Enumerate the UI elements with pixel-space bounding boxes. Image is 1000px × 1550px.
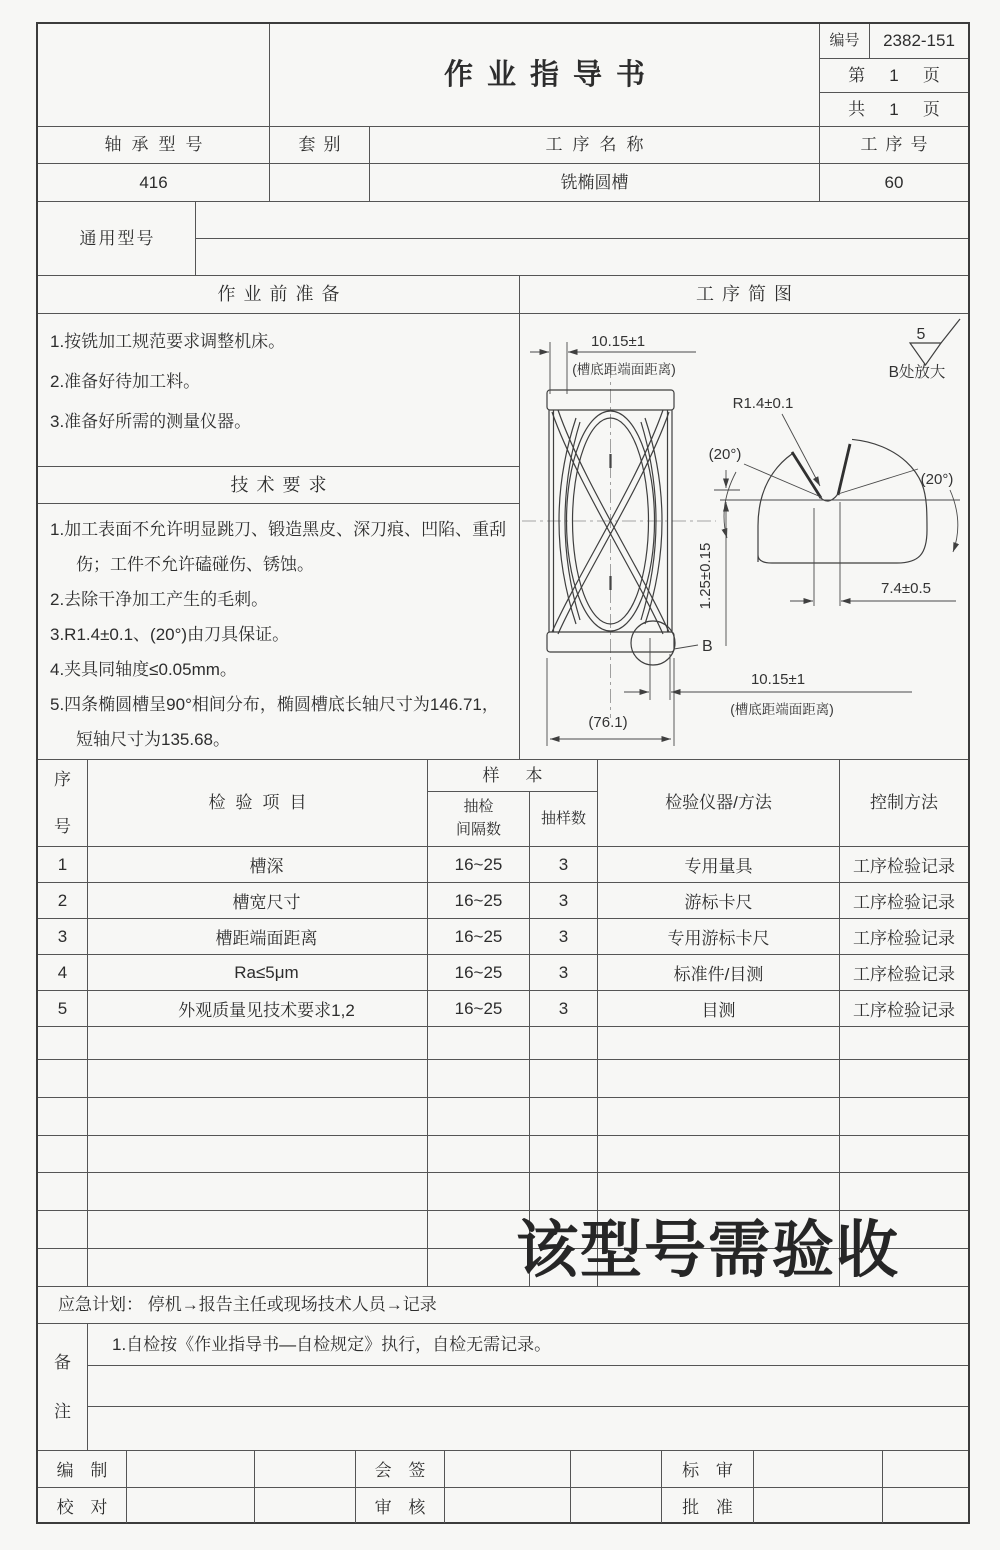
col-header-no-bottom: 号 [54,816,71,836]
set-type-label: 套别 [270,127,370,164]
page-word: 第 [848,65,866,85]
row-interval: 16~25 [428,955,530,990]
row-item: 外观质量见技术要求1,2 [88,991,428,1026]
surface-finish-value: 5 [916,325,926,343]
empty-table-row [38,1098,968,1136]
col-header-interval-line1: 抽检 [463,798,494,816]
col-header-no [38,760,88,847]
technical-item: 2.去除干净加工产生的毛刺。 [50,590,269,610]
preparation-item: 3.准备好所需的测量仪器。 [50,411,252,431]
acceptance-stamp: 该型号需验收 [516,1216,901,1285]
row-no: 4 [38,955,88,990]
technical-list [38,504,520,760]
row-method: 目测 [598,991,840,1026]
total-word: 共 [848,99,866,119]
row-item: 槽宽尺寸 [88,883,428,918]
row-count: 3 [530,991,598,1026]
col-header-item: 检验项目 [88,760,428,847]
set-type-value [270,164,370,202]
empty-table-row [38,1022,968,1060]
row-control: 工序检验记录 [853,857,955,876]
general-model-value-bottom [196,239,968,276]
detail-circle-b [631,621,675,665]
row-interval: 16~25 [428,919,530,954]
technical-item: 4.夹具同轴度≤0.05mm。 [50,660,237,680]
dim-angle-right: (20°) [920,470,954,488]
dim-groove-width: 7.4±0.5 [881,579,931,597]
dim-top-note: (槽底距端面距离) [572,361,676,377]
row-count: 3 [530,847,598,882]
technical-item: 5.四条椭圆槽呈90°相间分布，椭圆槽底长轴尺寸为146.71，短轴尺寸为135.68。 [50,695,499,750]
row-method: 游标卡尺 [598,883,840,918]
emergency-plan: 应急计划： 停机→报告主任或现场技术人员→记录 [38,1287,968,1324]
dim-top-value: 10.15±1 [590,332,646,350]
dim-bottom-value: 10.15±1 [750,670,806,688]
total-num: 1 [889,99,899,119]
bearing-model-value: 416 [38,164,270,202]
col-header-control: 控制方法 [840,760,968,847]
row-control: 工序检验记录 [853,893,955,912]
centerlines [522,364,716,718]
review-label: 审 核 [356,1488,445,1524]
row-no: 5 [38,991,88,1026]
bearing-model-label: 轴承型号 [38,127,270,164]
general-model-value-top [196,202,968,239]
table-row [38,919,968,955]
remarks-label [38,1324,88,1451]
review-value [445,1488,571,1524]
detail-view-b [697,363,960,646]
col-header-method: 检验仪器/方法 [598,760,840,847]
row-no: 2 [38,883,88,918]
technical-title: 技术要求 [38,466,520,504]
row-count: 3 [530,919,598,954]
preparation-item: 2.准备好待加工料。 [50,371,201,391]
proofread-label: 校 对 [38,1488,127,1524]
dim-groove-depth: 1.25±0.15 [697,542,714,609]
process-no-value: 60 [820,164,968,202]
row-no: 3 [38,919,88,954]
prepared-value [127,1451,255,1487]
doc-no-label: 编号 [820,24,870,59]
detail-view-title: B处放大 [888,363,946,381]
row-interval: 16~25 [428,991,530,1026]
document-title-cell [270,24,820,127]
row-no: 1 [38,847,88,882]
dim-top-groove-distance [530,333,696,394]
ring-section-view [547,390,713,665]
process-name-label: 工序名称 [370,127,820,164]
page-num: 1 [889,65,899,85]
row-control: 工序检验记录 [853,1001,955,1020]
empty-table-row [38,1060,968,1098]
signoff-row-2 [38,1488,968,1524]
process-no-label: 工序号 [820,127,968,164]
total-pages-cell [820,93,968,127]
dim-bottom-groove-distance [624,638,912,717]
preparation-item: 1.按铣加工规范要求调整机床。 [50,332,286,351]
dim-width-value: (76.1) [588,713,628,731]
process-name-value: 铣椭圆槽 [370,164,820,202]
empty-table-row [38,1136,968,1174]
detail-label-b: B [702,637,713,655]
preparation-list [38,314,520,466]
process-diagram-svg [520,314,968,760]
total-unit: 页 [922,99,940,119]
col-header-interval [428,792,530,847]
remarks-line2 [88,1366,968,1407]
standard-review-value [754,1451,883,1487]
row-interval: 16~25 [428,883,530,918]
header-empty-cell [38,24,270,127]
countersign-label: 会 签 [356,1451,445,1487]
page-number-cell [820,59,968,93]
row-method: 专用游标卡尺 [598,919,840,954]
dim-bottom-note: (槽底距端面距离) [730,701,834,717]
table-row [38,955,968,991]
standard-review-label: 标 审 [662,1451,754,1487]
row-item: Ra≤5μm [88,955,428,990]
table-row [38,883,968,919]
approve-label: 批 准 [662,1488,754,1524]
row-item: 槽深 [88,847,428,882]
diagram-title: 工序简图 [520,276,968,314]
dim-radius: R1.4±0.1 [732,394,794,412]
technical-item: 1.加工表面不允许明显跳刀、锻造黑皮、深刀痕、凹陷、重刮伤；工件不允许磕碰伤、锈蚀。 [50,520,507,575]
document-frame [36,22,970,1524]
doc-no-value: 2382-151 [870,24,968,59]
dim-angle-left: (20°) [708,445,742,463]
col-header-count: 抽样数 [530,792,598,847]
inspection-rows [38,847,968,1027]
document-title: 作业指导书 [443,58,659,91]
signoff-block [38,1451,968,1522]
preparation-title: 作业前准备 [38,276,520,314]
row-control: 工序检验记录 [853,929,955,948]
prepared-label: 编 制 [38,1451,127,1487]
col-header-interval-line2: 间隔数 [455,821,501,838]
col-header-no-top: 序 [54,770,71,789]
remarks-label-top: 备 [54,1352,71,1372]
countersign-value [445,1451,571,1487]
row-interval: 16~25 [428,847,530,882]
table-row [38,847,968,883]
page-unit: 页 [922,65,940,85]
signoff-row-1 [38,1451,968,1488]
proofread-value [127,1488,255,1524]
remarks-line1: 1.自检按《作业指导书—自检规定》执行，自检无需记录。 [88,1324,968,1366]
remarks-label-bottom: 注 [54,1401,71,1421]
diagram-area [520,314,968,760]
general-model-label: 通用型号 [38,202,196,276]
row-item: 槽距端面距离 [88,919,428,954]
row-method: 标准件/目测 [598,955,840,990]
row-count: 3 [530,955,598,990]
row-control: 工序检验记录 [853,965,955,984]
remarks-line3 [88,1407,968,1451]
row-method: 专用量具 [598,847,840,882]
technical-item: 3.R1.4±0.1、(20°)由刀具保证。 [50,625,290,645]
surface-finish-symbol [910,319,960,365]
col-header-sample: 样本 [428,760,598,792]
row-count: 3 [530,883,598,918]
approve-value [754,1488,883,1524]
